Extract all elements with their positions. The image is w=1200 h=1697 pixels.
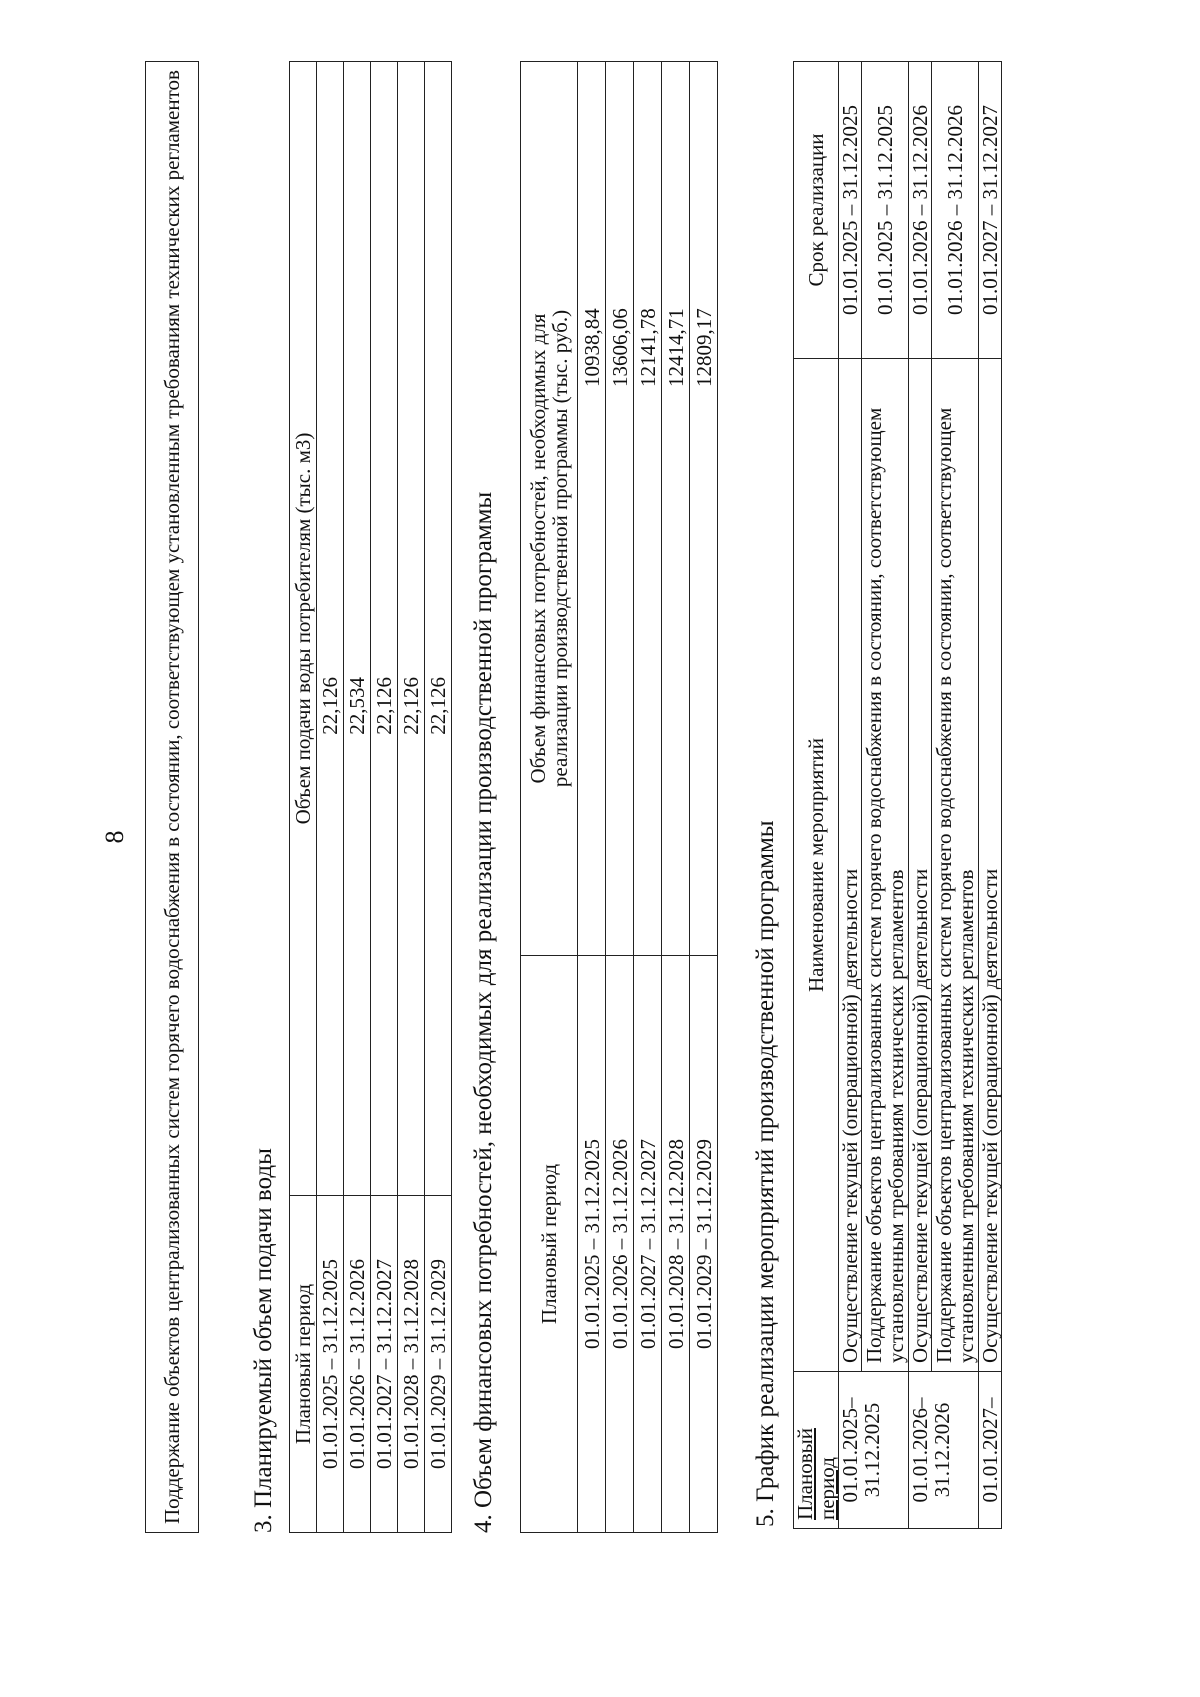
table-row	[634, 62, 662, 1533]
table-row	[398, 62, 425, 1533]
table-row	[662, 62, 690, 1533]
table-row	[606, 62, 634, 1533]
term-cell: 01.01.2025 – 31.12.2025	[839, 62, 862, 359]
table-row	[371, 62, 398, 1533]
finance-header-period: Плановый период	[521, 956, 578, 1533]
value-cell: 12141,78	[634, 62, 662, 956]
page-number: 8	[100, 830, 129, 844]
period-cell: 01.01.2028 – 31.12.2028	[662, 956, 690, 1533]
section-4-title: 4. Объем финансовых потребностей, необходимых для реализации производственной программы	[470, 491, 497, 1533]
value-cell: 22,126	[425, 62, 452, 1196]
table-row	[839, 62, 862, 1529]
period-end: 31.12.2025	[860, 1402, 884, 1498]
period-cell: 01.01.2027 – 31.12.2027	[634, 956, 662, 1533]
value-cell: 12414,71	[662, 62, 690, 956]
table-row	[862, 62, 909, 1529]
finance-header-volume: Объем финансовых потребностей, необходимых для реализации производственной программы (тыс. руб.)	[521, 62, 578, 956]
table-row	[344, 62, 371, 1533]
period-end: 31.12.2026	[930, 1402, 954, 1498]
period-cell: 01.01.2025 – 31.12.2025	[317, 1196, 344, 1533]
schedule-table	[793, 61, 1002, 1529]
section-3-title: 3. Планируемый объем подачи воды	[250, 1148, 277, 1533]
period-cell: 01.01.2028 – 31.12.2028	[398, 1196, 425, 1533]
period-start: 01.01.2027–	[978, 1397, 1002, 1503]
value-cell: 22,534	[344, 62, 371, 1196]
period-cell: 01.01.2027 – 31.12.2027	[371, 1196, 398, 1533]
water-volume-header-volume: Объем подачи воды потребителям (тыс. м3)	[290, 62, 317, 1196]
continued-table	[145, 61, 199, 1533]
activity-cell: Поддержание объектов централизованных систем горячего водоснабжения в состоянии, соответствующем установленным требованиям технических регламентов	[932, 359, 979, 1372]
period-cell	[979, 1372, 1002, 1529]
value-cell: 22,126	[371, 62, 398, 1196]
table-row	[909, 62, 932, 1529]
period-start: 01.01.2025–	[838, 1397, 862, 1503]
value-cell: 13606,06	[606, 62, 634, 956]
schedule-header-name: Наименование мероприятий	[794, 359, 839, 1372]
value-cell: 22,126	[317, 62, 344, 1196]
table-row	[932, 62, 979, 1529]
activity-cell: Осуществление текущей (операционной) деятельности	[839, 359, 862, 1372]
value-cell: 10938,84	[578, 62, 606, 956]
period-cell: 01.01.2029 – 31.12.2029	[690, 956, 718, 1533]
schedule-header-period: Плановый период	[794, 1372, 839, 1529]
value-cell: 12809,17	[690, 62, 718, 956]
period-start: 01.01.2026–	[908, 1397, 932, 1503]
activity-cell: Поддержание объектов централизованных систем горячего водоснабжения в состоянии, соответствующем установленным требованиям технических регламентов	[862, 359, 909, 1372]
schedule-header-term: Срок реализации	[794, 62, 839, 359]
activity-cell: Осуществление текущей (операционной) деятельности	[909, 359, 932, 1372]
section-5-title: 5. График реализации мероприятий производственной программы	[752, 820, 779, 1527]
finance-table	[520, 61, 718, 1533]
period-cell: 01.01.2026 – 31.12.2026	[606, 956, 634, 1533]
period-cell	[909, 1372, 979, 1529]
table-row	[317, 62, 344, 1533]
period-cell: 01.01.2026 – 31.12.2026	[344, 1196, 371, 1533]
period-cell	[839, 1372, 909, 1529]
table-row	[690, 62, 718, 1533]
continued-row-text: Поддержание объектов централизованных систем горячего водоснабжения в состоянии, соответствующем установленным требованиям технических регламентов	[146, 62, 199, 1533]
water-volume-header-period: Плановый период	[290, 1196, 317, 1533]
term-cell: 01.01.2026 – 31.12.2026	[909, 62, 932, 359]
period-cell: 01.01.2025 – 31.12.2025	[578, 956, 606, 1533]
term-cell: 01.01.2026 – 31.12.2026	[932, 62, 979, 359]
value-cell: 22,126	[398, 62, 425, 1196]
table-row	[979, 62, 1002, 1529]
activity-cell: Осуществление текущей (операционной) деятельности	[979, 359, 1002, 1372]
term-cell: 01.01.2025 – 31.12.2025	[862, 62, 909, 359]
table-row	[425, 62, 452, 1533]
term-cell: 01.01.2027 – 31.12.2027	[979, 62, 1002, 359]
water-volume-table	[289, 61, 452, 1533]
period-cell: 01.01.2029 – 31.12.2029	[425, 1196, 452, 1533]
table-row	[578, 62, 606, 1533]
